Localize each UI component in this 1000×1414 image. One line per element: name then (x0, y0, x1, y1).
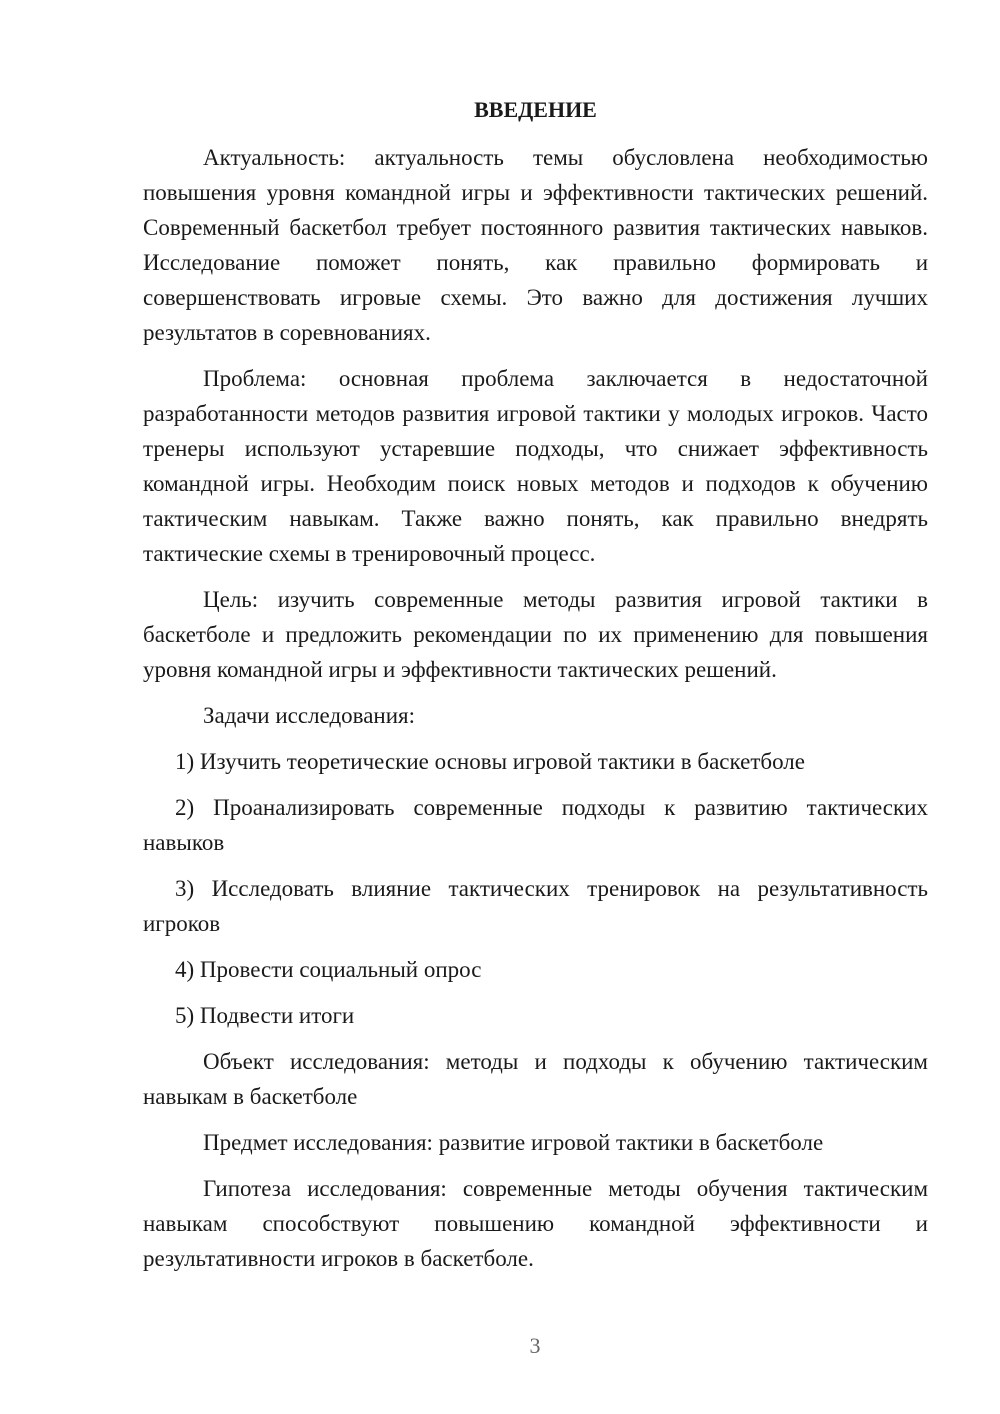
relevance-paragraph: Актуальность: актуальность темы обусловлена необходимостью повышения уровня командной игры и эффективности тактических решений. Современный баскетбол требует постоянного развития тактических навыков. Исследование поможет понять, как правильно формировать и совершенствовать игровые схемы. Это важно для достижения лучших результатов в соревнованиях. (143, 145, 928, 345)
problem-paragraph: Проблема: основная проблема заключается в недостаточной разработанности методов развития игровой тактики у молодых игроков. Часто тренеры используют устаревшие подходы, что снижает эффективность командной игры. Необходим поиск новых методов и подходов к обучению тактическим навыкам. Также важно понять, как правильно внедрять тактические схемы в тренировочный процесс. (143, 366, 928, 566)
task-item: 5) Подвести итоги (175, 1003, 355, 1028)
object-paragraph: Объект исследования: методы и подходы к обучению тактическим навыкам в баскетболе (143, 1049, 928, 1109)
task-item: 1) Изучить теоретические основы игровой тактики в баскетболе (175, 749, 805, 774)
page-content (143, 92, 928, 1287)
section-title: ВВЕДЕНИЕ (474, 97, 597, 122)
hypothesis-paragraph: Гипотеза исследования: современные методы обучения тактическим навыкам способствуют повышению командной эффективности и результативности игроков в баскетболе. (143, 1176, 928, 1271)
tasks-heading: Задачи исследования: (203, 703, 416, 728)
task-item: 2) Проанализировать современные подходы к развитию тактических навыков (143, 795, 928, 855)
goal-paragraph: Цель: изучить современные методы развития игровой тактики в баскетболе и предложить рекомендации по их применению для повышения уровня командной игры и эффективности тактических решений. (143, 587, 928, 682)
page-number: 3 (529, 1333, 541, 1358)
subject-paragraph: Предмет исследования: развитие игровой тактики в баскетболе (203, 1130, 824, 1155)
task-item: 3) Исследовать влияние тактических тренировок на результативность игроков (143, 876, 928, 936)
task-item: 4) Провести социальный опрос (175, 957, 482, 982)
